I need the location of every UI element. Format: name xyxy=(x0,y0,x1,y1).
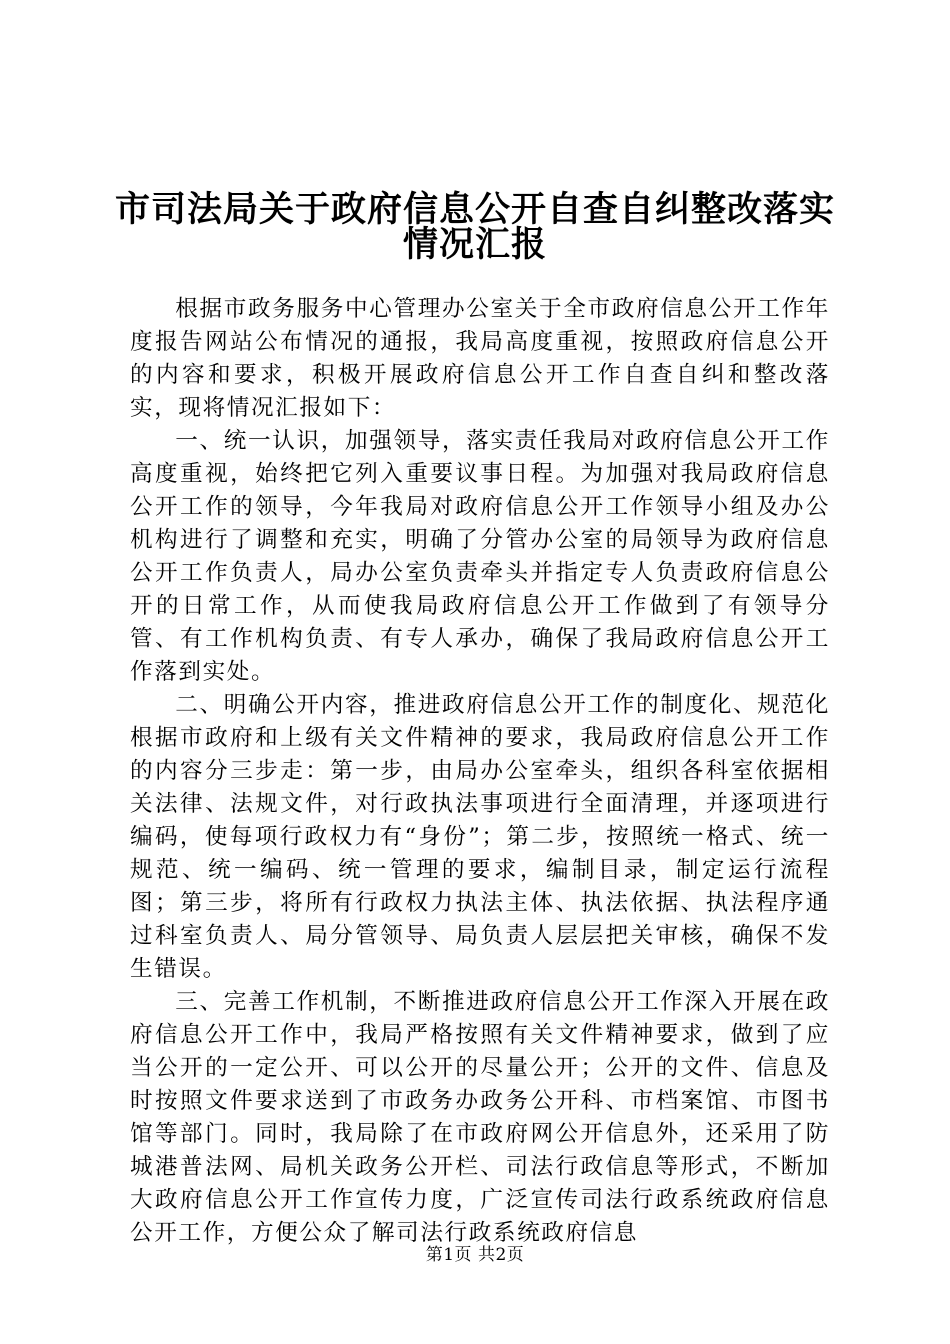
paragraph-section-3: 三、完善工作机制，不断推进政府信息公开工作深入开展在政府信息公开工作中，我局严格按照有关文件精神要求，做到了应当公开的一定公开、可以公开的尽量公开；公开的文件、信息及时按照文件要求送到了市政务办政务公开科、市档案馆、市图书馆等部门。同时，我局除了在市政府网公开信息外，还采用了防城港普法网、局机关政务公开栏、司法行政信息等形式，不断加大政府信息公开工作宣传力度，广泛宣传司法行政系统政府信息公开工作，方便公众了解司法行政系统政府信息 xyxy=(130,989,830,1246)
paragraph-section-1: 一、统一认识，加强领导，落实责任我局对政府信息公开工作高度重视，始终把它列入重要议事日程。为加强对我局政府信息公开工作的领导，今年我局对政府信息公开工作领导小组及办公机构进行了调整和充实，明确了分管办公室的局领导为政府信息公开工作负责人，局办公室负责牵头并指定专人负责政府信息公开的日常工作，从而使我局政府信息公开工作做到了有领导分管、有工作机构负责、有专人承办，确保了我局政府信息公开工作落到实处。 xyxy=(130,428,830,685)
document-body xyxy=(130,293,830,1250)
document-title-line-2: 情况汇报 xyxy=(402,224,547,265)
paragraph-section-2: 二、明确公开内容，推进政府信息公开工作的制度化、规范化根据市政府和上级有关文件精神的要求，我局政府信息公开工作的内容分三步走：第一步，由局办公室牵头，组织各科室依据相关法律、法规文件，对行政执法事项进行全面清理，并逐项进行编码，使每项行政权力有“身份”；第二步，按照统一格式、统一规范、统一编码、统一管理的要求，编制目录，制定运行流程图；第三步，将所有行政权力执法主体、执法依据、执法程序通过科室负责人、局分管领导、局负责人层层把关审核，确保不发生错误。 xyxy=(130,692,830,982)
document-title-line-1: 市司法局关于政府信息公开自查自纠整改落实 xyxy=(114,189,835,230)
paragraph-intro: 根据市政务服务中心管理办公室关于全市政府信息公开工作年度报告网站公布情况的通报，我局高度重视，按照政府信息公开的内容和要求，积极开展政府信息公开工作自查自纠和整改落实，现将情况汇报如下： xyxy=(130,296,830,421)
page-number-footer: 第1页 共2页 xyxy=(425,1245,525,1265)
